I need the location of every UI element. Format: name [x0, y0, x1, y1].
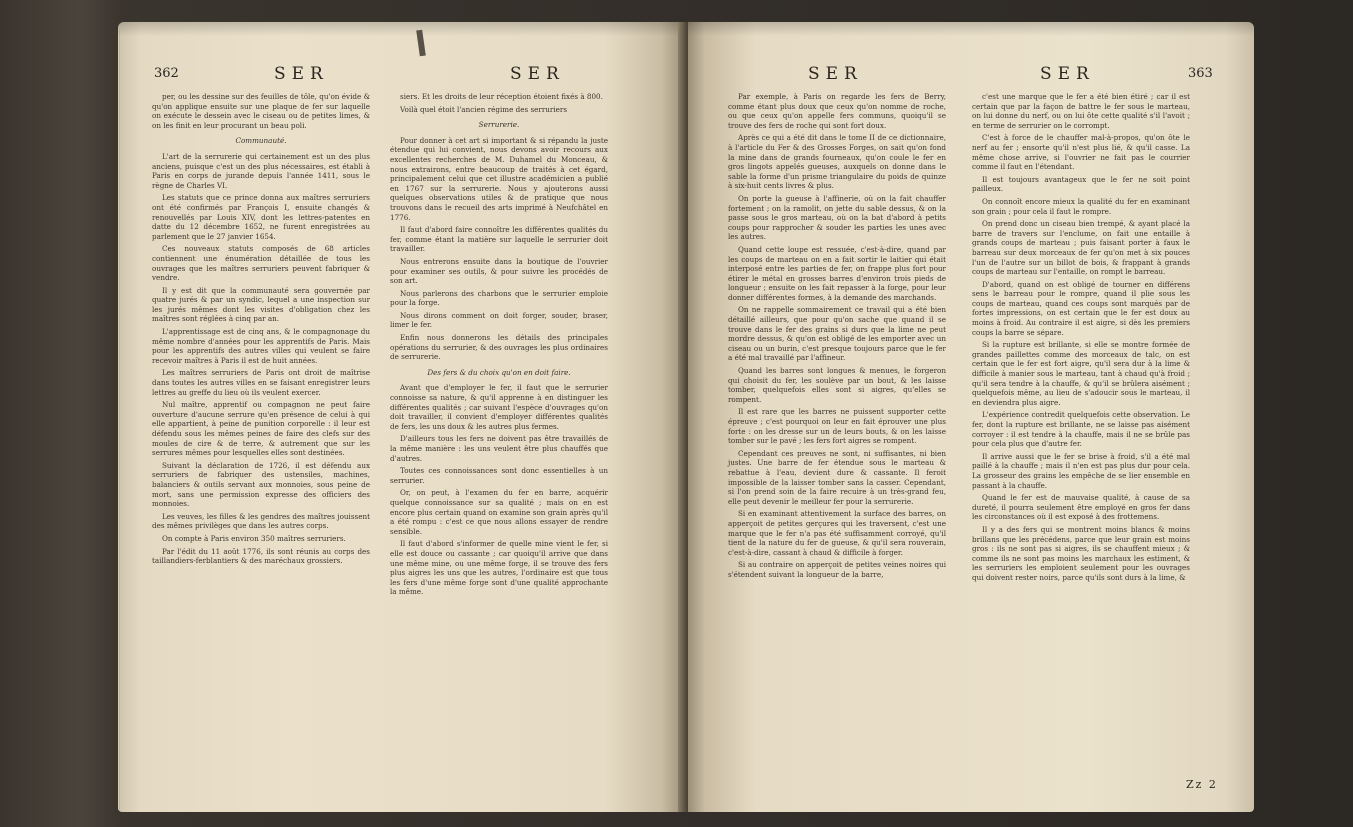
- left-page-header: [118, 64, 684, 90]
- paragraph: On connoît encore mieux la qualité du fer en examinant son grain ; pour cela il faut le rompre.: [972, 196, 1190, 216]
- paragraph: Les statuts que ce prince donna aux maîtres serruriers ont été confirmés par François I, ensuite changés & renouvellés par Louis XIV, dont les lettres-patentes en datte du 12 décembre 1652, ne furent enregistrées au parlement que le 27 janvier 1654.: [152, 193, 370, 241]
- left-column-2: [390, 92, 608, 600]
- left-page: [118, 22, 684, 812]
- paragraph: Or, on peut, à l'examen du fer en barre, acquérir quelque connoissance sur sa qualité ; mais on en est encore plus certain quand on examine son grain après qu'il a été rompu : c'est ce que nous allons essayer de rendre sensible.: [390, 488, 608, 536]
- left-column-1: [152, 92, 370, 569]
- paragraph: Si la rupture est brillante, si elle se montre formée de grandes paillettes comme des morceaux de talc, on est certain que le fer est fort aigre, qu'il sera dur à la lime & difficile à manier sous le marteau, tant à chaud qu'à froid ; qu'il sera tendre à la chauffe, & qu'il se brûlera aisément ; quelquefois même, au lieu de s'adoucir sous le marteau, il en deviendra plus aigre.: [972, 340, 1190, 407]
- left-page-edges: [118, 30, 120, 810]
- section-heading: Des fers & du choix qu'on en doit faire.: [427, 367, 571, 377]
- paragraph: Quand cette loupe est ressuée, c'est-à-dire, quand par les coups de marteau on en a fait sortir le laitier qui était interposé entre les parties de fer, on frappe plus fort pour étirer le métal en grosses barres d'environ trois pieds de longueur ; ensuite on les fait repasser à la forge, pour leur donner différentes formes, à la demande des marchands.: [728, 244, 946, 302]
- paragraph: Si en examinant attentivement la surface des barres, on apperçoit de petites gerçures qui les traversent, c'est une marque que le fer n'a pas été suffisamment corroyé, qu'il tient de la nature du fer de gueuse, & qu'il sera rouverain, c'est-à-dire, cassant à chaud & difficile à forger.: [728, 509, 946, 557]
- paragraph: Nous dirons comment on doit forger, souder, braser, limer le fer.: [390, 310, 608, 330]
- paragraph: L'apprentissage est de cinq ans, & le compagnonage du même nombre d'années pour les apprentifs de Paris. Mais pour les apprentifs des autres villes qui veulent se faire recevoir maîtres à Paris il est de huit années.: [152, 327, 370, 365]
- paragraph: Enfin nous donnerons les détails des principales opérations du serrurier, & des ouvrages les plus ordinaires de serrurerie.: [390, 333, 608, 362]
- paragraph: Quand le fer est de mauvaise qualité, à cause de sa dureté, il pourra seulement être employé en gros fer dans les circonstances où il est exposé à des frottemens.: [972, 493, 1190, 522]
- paragraph: Après ce qui a été dit dans le tome II de ce dictionnaire, à l'article du Fer & des Grosses Forges, on sait qu'on fond la mine dans de grands fourneaux, qu'on coule le fer en gros lingots appelés gueuses, auxquels on donne dans le sable la forme d'un prisme triangulaire du poids de quinze à six-huit cents livres & plus.: [728, 133, 946, 191]
- paragraph: Pour donner à cet art si important & si répandu la juste étendue qui lui convient, nous devons avoir recours aux excellentes recherches de M. Duhamel du Monceau, & nous extrairons, entre beaucoup de traités à cet égard, principalement celui que cet illustre académicien a publié en 1767 sur la serrurerie. Nous y ajouterons aussi quelques observations utiles & de pratique que nous trouvons dans le recueil des arts imprimé à Neufchâtel en 1776.: [390, 135, 608, 222]
- paragraph: Suivant la déclaration de 1726, il est défendu aux serruriers de fabriquer des ustensiles, machines, balanciers & outils servant aux monnoies, sous peine de mort, sans une permission expresse des officiers des monnoies.: [152, 460, 370, 509]
- paragraph: Il faut d'abord s'informer de quelle mine vient le fer, si elle est douce ou cassante ; car quoiqu'il arrive que dans une même mine, ou une même forge, il se trouve des fers plus aigres les uns que les autres, l'ordinaire est que tous les fers d'une même forge sont d'une qualité approchante la même.: [390, 539, 608, 597]
- left-page-number: 362: [154, 66, 179, 81]
- paragraph: C'est à force de le chauffer mal-à-propos, qu'on ôte le nerf au fer ; ensorte qu'il n'est plus lié, & qu'il casse. La même chose arrive, si l'ouvrier ne fait pas le courrier comme il faut en l'étendant.: [972, 133, 1190, 172]
- paragraph: Il faut d'abord faire connoître les différentes qualités du fer, comme étant la matière sur laquelle le serrurier doit travailler.: [390, 225, 608, 254]
- paragraph: Il est toujours avantageux que le fer ne soit point pailleux.: [972, 174, 1190, 194]
- section-heading: Serrurerie.: [478, 120, 520, 130]
- paragraph: Voilà quel étoit l'ancien régime des serruriers: [400, 104, 568, 114]
- paragraph: On compte à Paris environ 350 maîtres serruriers.: [162, 533, 346, 543]
- left-running-head-right: SER: [510, 64, 565, 84]
- paragraph: D'ailleurs tous les fers ne doivent pas être travaillés de la même manière : les uns veulent être plus chauffés que d'autres.: [390, 434, 608, 463]
- left-running-head: SER: [274, 64, 329, 84]
- paragraph: Par exemple, à Paris on regarde les fers de Berry, comme étant plus doux que ceux qu'on nomme de roche, ou que ceux qu'on appelle fers communs, quoiqu'il se trouve des fers de roche qui sont fort doux.: [728, 92, 946, 130]
- paragraph: Avant que d'employer le fer, il faut que le serrurier connoisse sa nature, & qu'il apprenne à en distinguer les différentes qualités ; car suivant l'espèce d'ouvrages qu'on doit travailler, il convient d'employer différentes qualités de fers, les uns doux & les autres plus fermes.: [390, 383, 608, 431]
- paragraph: Toutes ces connoissances sont donc essentielles à un serrurier.: [390, 466, 608, 485]
- right-page: [688, 22, 1254, 812]
- paragraph: L'art de la serrurerie qui certainement est un des plus anciens, puisque c'est un des plus nécessaires, est établi à Paris en corps de jurande depuis l'année 1411, sous le règne de Charles VI.: [152, 151, 370, 190]
- paragraph: L'expérience contredit quelquefois cette observation. Le fer, dont la rupture est brillante, ne se laisse pas aisément corroyer : il est tendre à la chauffe, mais il ne se brûle pas pour cela plus que d'autre fer.: [972, 410, 1190, 449]
- paragraph: Nous entrerons ensuite dans la boutique de l'ouvrier pour examiner ses outils, & pour suivre les procédés de son art.: [390, 256, 608, 286]
- right-column-2: [972, 92, 1190, 586]
- paragraph: c'est une marque que le fer a été bien étiré ; car il est certain que par la façon de battre le fer sous le marteau, on lui donne du nerf, ou on lui ôte cette qualité s'il l'avoit ; en terme de serrurier on le corrompt.: [972, 92, 1190, 130]
- signature-mark: Zz 2: [1186, 778, 1218, 791]
- paragraph: Par l'édit du 11 août 1776, ils sont réunis au corps des taillandiers-ferblantiers & des maréchaux grossiers.: [152, 546, 370, 566]
- paragraph: per, ou les dessine sur des feuilles de tôle, qu'on évide & qu'on applique ensuite sur une plaque de fer sur laquelle on exécute le dessein avec le ciseau ou de petites limes, & on les finit en leur procurant un beau poli.: [152, 92, 370, 130]
- paragraph: Il est rare que les barres ne puissent supporter cette épreuve ; c'est pourquoi on leur en fait éprouver une plus forte : on les dresse sur un de leurs bouts, & on les laisse tomber sur le pavé ; les fers fort aigres se rompent.: [728, 407, 946, 446]
- right-running-head-left: SER: [808, 64, 863, 84]
- paragraph: On porte la gueuse à l'affinerie, où on la fait chauffer fortement ; on la ramolit, on jette du sable dessus, & on la passe sous le gros marteau, où on la bat d'abord à petits coups pour rapprocher & souder les parties les unes avec les autres.: [728, 193, 946, 242]
- paragraph: Si au contraire on apperçoit de petites veines noires qui s'étendent suivant la longueur de la barre,: [728, 560, 946, 579]
- paragraph: Nous parlerons des charbons que le serrurier emploie pour la forge.: [390, 288, 608, 308]
- paragraph: On prend donc un ciseau bien trempé, & ayant placé la barre de travers sur l'enclume, on fait une entaille à grands coups de marteau ; puis faisant porter à faux le barreau sur deux morceaux de fer qu'on met à six pouces l'un de l'autre sur un billot de bois, & frappant à grands coups de marteau sur l'entaille, on rompt le barreau.: [972, 219, 1190, 277]
- paragraph: Il arrive aussi que le fer se brise à froid, s'il a été mal paillé à la chauffe ; mais il n'en est pas plus dur pour cela. La grosseur des grains les empêche de se lier ensemble en passant à la chauffe.: [972, 451, 1190, 490]
- paragraph: Ces nouveaux statuts composés de 68 articles contiennent une énumération détaillée de tous les ouvrages que les maîtres serruriers peuvent fabriquer & vendre.: [152, 244, 370, 283]
- section-heading: Communauté.: [235, 136, 287, 146]
- right-page-header: [688, 64, 1254, 90]
- open-book: [118, 22, 1256, 814]
- paragraph: D'abord, quand on est obligé de tourner en différens sens le barreau pour le rompre, quand il plie sous les coups de marteau, quand ces coups sont marqués par de fortes impressions, on est certain que le fer est doux au moins à froid. Au contraire il est aigre, si dès les premiers coups la barre se sépare.: [972, 279, 1190, 337]
- paragraph: Les maîtres serruriers de Paris ont droit de maîtrise dans toutes les autres villes en se faisant enregistrer leurs lettres au greffe du lieu où ils veulent exercer.: [152, 368, 370, 397]
- right-column-1: [728, 92, 946, 583]
- paragraph: Il y est dit que la communauté sera gouvernée par quatre jurés & par un syndic, lequel a une inspection sur les jurés mêmes dont les visites d'obligation chez les maîtres sont réglées à cinq par an.: [152, 285, 370, 324]
- paragraph: Quand les barres sont longues & menues, le forgeron qui choisit du fer, les soulève par un bout, & les laisse tomber, quelquefois elles sont si aigres, qu'elles se rompent.: [728, 366, 946, 404]
- paragraph: Les veuves, les filles & les gendres des maîtres jouissent des mêmes privilèges que dans les autres corps.: [152, 511, 370, 531]
- paragraph: On ne rappelle sommairement ce travail qui a été bien détaillé ailleurs, que pour qu'on sache que quand il se trouve dans le fer des grains si durs que la lime ne peut mordre dessus, & qu'on est obligé de les emporter avec un ciseau ou un burin, c'est presque toujours parce que le fer a été mal travaillé par l'affineur.: [728, 305, 946, 363]
- paragraph: siers. Et les droits de leur réception étoient fixés à 800.: [400, 92, 603, 101]
- paragraph: Nul maître, apprentif ou compagnon ne peut faire ouverture d'aucune serrure qu'en présence de celui à qui elle appartient, à peine de punition corporelle : il leur est défendu sous les mêmes peines de faire des clefs sur des moules de cire & de terre, & autrement que sur les serrures mêmes pour lesquelles elles sont destinées.: [152, 400, 370, 458]
- right-running-head: SER: [1040, 64, 1095, 84]
- paragraph: Cependant ces preuves ne sont, ni suffisantes, ni bien justes. Une barre de fer étendue sous le marteau & rebattue à l'eau, devient dure & cassante. Il feroit impossible de la laisser tomber sans la casser. Cependant, si l'on prend soin de la faire recuire à un très-grand feu, elle peut devenir le meilleur fer pour la serrurerie.: [728, 448, 946, 506]
- right-page-number: 363: [1188, 66, 1213, 81]
- paragraph: Il y a des fers qui se montrent moins blancs & moins brillans que les précédens, parce que leur grain est moins gros : ils ne sont pas si aigres, ils se chauffent mieux ; & comme ils ne sont pas moins les marchaux les estiment, & les serruriers les emploient seulement pour les ouvrages qui doivent rester noirs, parce qu'ils sont durs à la lime, &: [972, 524, 1190, 582]
